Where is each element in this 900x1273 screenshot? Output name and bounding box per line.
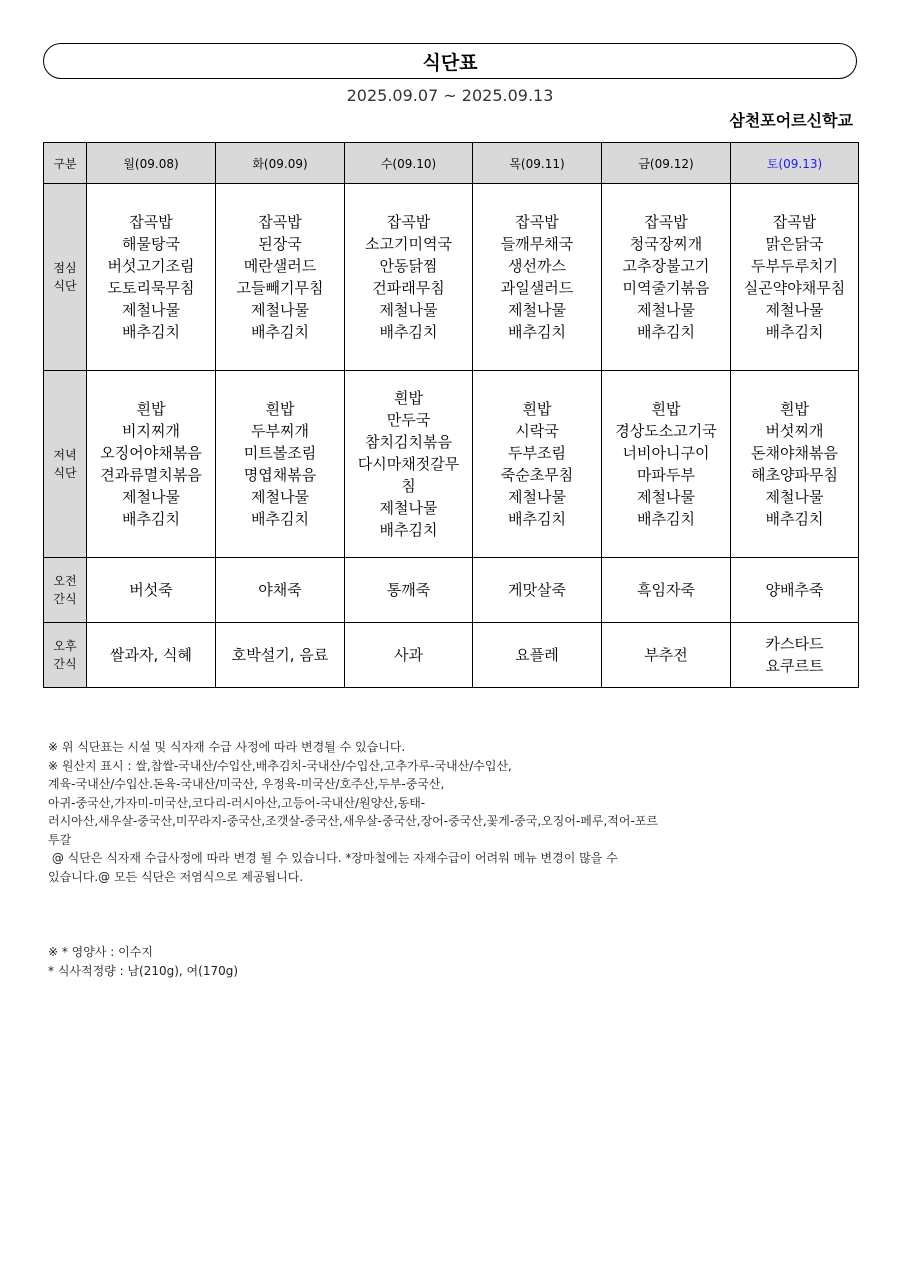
menu-item: 양배추죽 <box>765 581 824 599</box>
menu-item: 제철나물 <box>379 301 438 319</box>
staff-section <box>48 943 238 981</box>
menu-cell <box>731 558 859 623</box>
menu-item: 제철나물 <box>251 488 309 506</box>
menu-item: 도토리묵무침 <box>107 279 195 297</box>
menu-item: 죽순초무침 <box>500 466 574 484</box>
menu-cell <box>87 184 216 371</box>
menu-item: 된장국 <box>258 235 302 253</box>
day-header: 금(09.12) <box>602 143 731 184</box>
menu-item: 침 <box>401 477 416 495</box>
menu-item: 두부두루치기 <box>751 257 838 275</box>
menu-item: 실곤약야채무침 <box>743 279 846 297</box>
dinner-row <box>44 371 859 558</box>
row-label <box>44 558 87 623</box>
menu-cell <box>602 558 731 623</box>
menu-item: 배추김치 <box>637 510 695 528</box>
row-label <box>44 184 87 371</box>
day-header: 화(09.09) <box>216 143 345 184</box>
row-label-line: 오전 <box>53 574 77 588</box>
menu-cell <box>345 623 473 688</box>
menu-item: 버섯죽 <box>129 581 173 599</box>
staff-line: * 식사적정량 : 남(210g), 여(170g) <box>48 964 239 978</box>
row-label-line: 간식 <box>53 592 77 606</box>
header-row <box>44 143 859 184</box>
menu-item: 해초양파무침 <box>751 466 838 484</box>
menu-item: 소고기미역국 <box>365 235 452 253</box>
menu-item: 사과 <box>394 646 423 664</box>
row-label <box>44 623 87 688</box>
menu-item: 흑임자죽 <box>637 581 695 599</box>
menu-item: 통깨죽 <box>386 581 431 599</box>
menu-item: 배추김치 <box>122 323 180 341</box>
menu-item: 버섯고기조림 <box>107 257 195 275</box>
menu-item: 잡곡밥 <box>386 213 431 231</box>
menu-cell <box>345 184 473 371</box>
menu-item: 다시마채젓갈무 <box>357 455 460 473</box>
menu-cell <box>473 623 602 688</box>
menu-item: 메란샐러드 <box>243 257 317 275</box>
menu-table <box>43 142 859 688</box>
menu-item: 시락국 <box>515 422 559 440</box>
menu-item: 미트볼조림 <box>243 444 317 462</box>
menu-item: 배추김치 <box>379 323 438 341</box>
menu-item: 요쿠르트 <box>765 657 824 675</box>
menu-item: 흰밥 <box>394 389 423 407</box>
menu-item: 흰밥 <box>136 400 166 418</box>
menu-item: 경상도소고기국 <box>615 422 717 440</box>
menu-item: 배추김치 <box>765 510 824 528</box>
note-line: 러시아산,새우살-중국산,미꾸라지-중국산,조갯살-중국산,새우살-중국산,장어-중국산,꽃게-중국,오징어-페루,적어-포르 <box>48 814 658 828</box>
menu-cell <box>87 623 216 688</box>
menu-cell <box>216 558 345 623</box>
menu-item: 부추전 <box>644 646 688 664</box>
menu-item: 배추김치 <box>508 510 566 528</box>
menu-item: 배추김치 <box>637 323 695 341</box>
menu-item: 흰밥 <box>780 400 809 418</box>
menu-item: 제철나물 <box>122 301 180 319</box>
menu-item: 생선까스 <box>508 257 566 275</box>
menu-cell <box>216 184 345 371</box>
menu-cell <box>473 184 602 371</box>
menu-cell <box>473 558 602 623</box>
menu-item: 배추김치 <box>251 323 309 341</box>
menu-item: 비지찌개 <box>122 422 180 440</box>
menu-item: 두부찌개 <box>251 422 309 440</box>
menu-item: 제철나물 <box>637 488 695 506</box>
menu-item: 야채죽 <box>258 581 302 599</box>
lunch-row <box>44 184 859 371</box>
menu-item: 제철나물 <box>508 301 566 319</box>
menu-item: 고들빼기무침 <box>236 279 324 297</box>
menu-item: 만두국 <box>386 411 431 429</box>
menu-item: 견과류멸치볶음 <box>100 466 202 484</box>
row-label-line: 식단 <box>53 279 77 293</box>
note-line: 아귀-중국산,가자미-미국산,코다리-러시아산,고등어-국내산/원양산,동태- <box>48 795 426 810</box>
note-line: 있습니다.@ 모든 식단은 저염식으로 제공됩니다. <box>48 869 304 884</box>
day-header: 월(09.08) <box>87 143 216 184</box>
menu-item: 배추김치 <box>251 510 309 528</box>
row-label-line: 오후 <box>53 639 77 653</box>
menu-item: 배추김치 <box>379 521 438 539</box>
menu-cell <box>345 558 473 623</box>
page-title: 식단표 <box>422 51 478 74</box>
menu-cell <box>731 623 859 688</box>
menu-item: 들깨무채국 <box>500 235 574 253</box>
menu-item: 제철나물 <box>508 488 566 506</box>
row-label-line: 식단 <box>53 466 77 480</box>
menu-item: 건파래무침 <box>372 279 445 297</box>
menu-cell <box>602 371 731 558</box>
note-line: 계육-국내산/수입산.돈육-국내산/미국산, 우정육-미국산/호주산,두부-중국산, <box>48 777 445 791</box>
menu-cell <box>216 371 345 558</box>
day-header: 수(09.10) <box>345 143 473 184</box>
menu-item: 제철나물 <box>251 301 309 319</box>
row-label <box>44 371 87 558</box>
menu-item: 해물탕국 <box>122 235 180 253</box>
note-line: 투갈 <box>48 832 72 847</box>
menu-item: 쌀과자, 식혜 <box>110 646 192 664</box>
menu-item: 요플레 <box>515 646 559 664</box>
menu-item: 제철나물 <box>637 301 695 319</box>
menu-item: 버섯찌개 <box>765 422 824 440</box>
row-label-line: 점심 <box>53 261 77 275</box>
menu-item: 카스타드 <box>765 635 824 653</box>
menu-item: 제철나물 <box>765 301 824 319</box>
menu-cell <box>87 371 216 558</box>
day-header: 목(09.11) <box>473 143 602 184</box>
menu-item: 흰밥 <box>651 400 681 418</box>
menu-item: 너비아니구이 <box>622 444 710 462</box>
menu-item: 두부조림 <box>508 444 566 462</box>
school-name: 삼천포어르신학교 <box>729 111 853 130</box>
menu-item: 잡곡밥 <box>772 213 817 231</box>
menu-item: 미역줄기볶음 <box>622 279 710 297</box>
menu-item: 명엽채볶음 <box>243 466 317 484</box>
date-range: 2025.09.07 ~ 2025.09.13 <box>346 86 554 105</box>
row-label-line: 간식 <box>53 657 77 671</box>
notes-section <box>48 738 828 886</box>
menu-item: 호박설기, 음료 <box>231 646 329 664</box>
menu-item: 맑은닭국 <box>765 235 824 253</box>
menu-item: 청국장찌개 <box>629 235 703 253</box>
menu-item: 잡곡밥 <box>258 213 302 231</box>
menu-cell <box>731 184 859 371</box>
morning-snack-row <box>44 558 859 623</box>
staff-line: ※ * 영양사 : 이수지 <box>48 945 153 959</box>
menu-cell <box>602 623 731 688</box>
menu-item: 제철나물 <box>379 499 438 517</box>
menu-item: 과일샐러드 <box>500 279 574 297</box>
row-label-line: 저녁 <box>53 448 77 462</box>
day-header-saturday: 토(09.13) <box>731 143 859 184</box>
menu-item: 제철나물 <box>122 488 180 506</box>
menu-item: 돈채야채볶음 <box>751 444 838 462</box>
menu-cell <box>602 184 731 371</box>
menu-item: 고추장불고기 <box>622 257 710 275</box>
corner-cell: 구분 <box>44 143 87 184</box>
title-banner <box>43 43 857 79</box>
menu-item: 참치김치볶음 <box>365 433 452 451</box>
menu-item: 배추김치 <box>122 510 180 528</box>
menu-item: 잡곡밥 <box>644 213 688 231</box>
menu-cell <box>731 371 859 558</box>
note-line: ※ 위 식단표는 시설 및 식자재 수급 사정에 따라 변경될 수 있습니다. <box>48 740 406 754</box>
menu-item: 흰밥 <box>265 400 295 418</box>
menu-item: 안동닭찜 <box>379 257 438 275</box>
note-line: ※ 원산지 표시 : 쌀,찹쌀-국내산/수입산,배추김치-국내산/수입산,고추가루-국내산/수입산, <box>48 758 512 773</box>
menu-item: 흰밥 <box>522 400 552 418</box>
menu-item: 잡곡밥 <box>515 213 559 231</box>
menu-cell <box>473 371 602 558</box>
menu-item: 게맛살죽 <box>508 581 566 599</box>
menu-item: 오징어야채볶음 <box>100 444 202 462</box>
note-line: @ 식단은 식자재 수급사정에 따라 변경 될 수 있습니다. *장마철에는 자재수급이 어려워 메뉴 변경이 많을 수 <box>48 851 618 865</box>
menu-cell <box>345 371 473 558</box>
afternoon-snack-row <box>44 623 859 688</box>
menu-item: 배추김치 <box>765 323 824 341</box>
menu-cell <box>87 558 216 623</box>
menu-item: 배추김치 <box>508 323 566 341</box>
menu-cell <box>216 623 345 688</box>
menu-item: 제철나물 <box>765 488 824 506</box>
menu-item: 마파두부 <box>637 466 695 484</box>
menu-item: 잡곡밥 <box>129 213 173 231</box>
